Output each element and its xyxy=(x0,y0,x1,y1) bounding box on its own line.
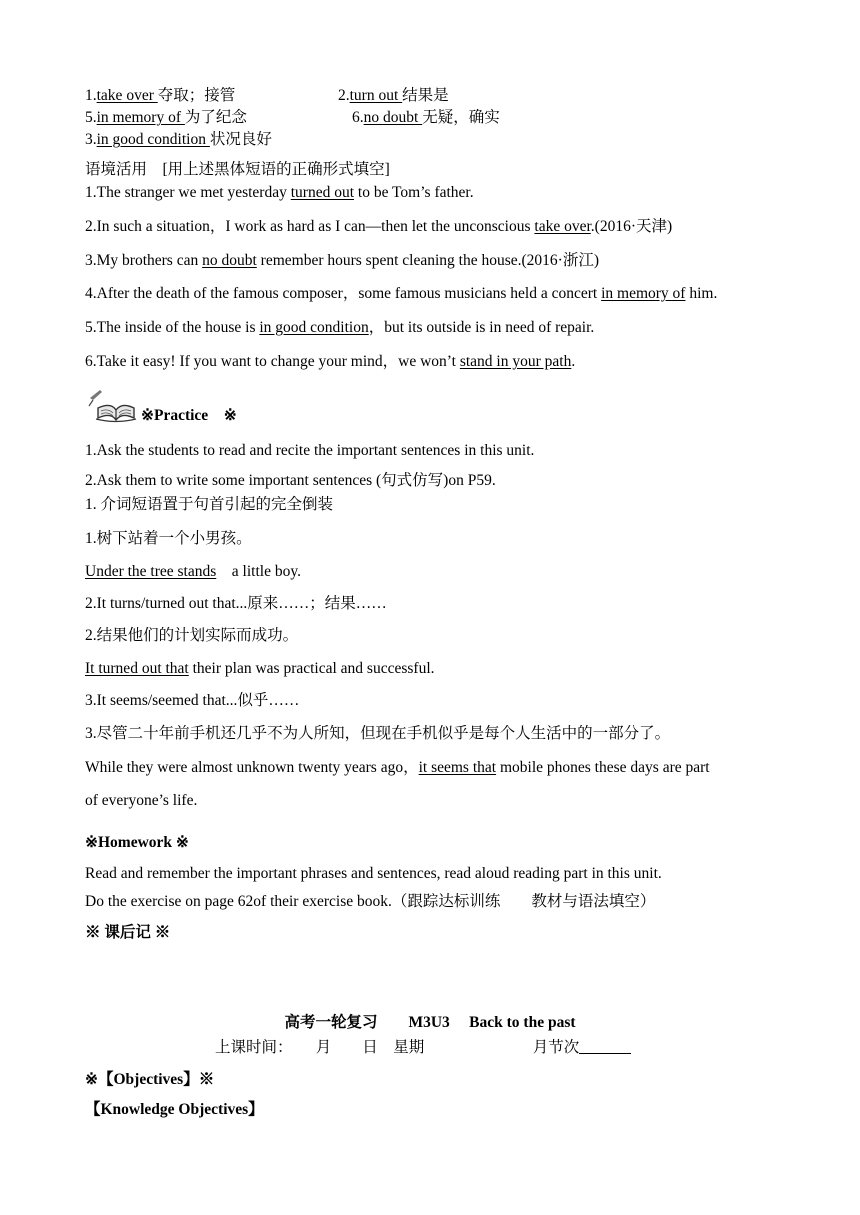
lesson-number-blank xyxy=(579,1038,631,1054)
phrase-5: 5.in memory of 为了纪念 xyxy=(85,109,247,126)
lesson-time-line: 上课时间： 月 日 星期 月节次 xyxy=(215,1038,631,1058)
exercise-4: 4.After the death of the famous composer，some famous musicians held a concert in memory of him. xyxy=(85,285,718,302)
book-quill-icon xyxy=(86,388,138,424)
practice-item-1: 1.Ask the students to read and recite the important sentences in this unit. xyxy=(85,442,535,459)
phrase-1: 1.take over 夺取；接管 xyxy=(85,87,236,104)
phrase-3: 3.in good condition 状况良好 xyxy=(85,131,272,148)
sentence-3-cn: 3.尽管二十年前手机还几乎不为人所知，但现在手机似乎是每个人生活中的一部分了。 xyxy=(85,725,671,742)
sentence-1-title: 1. 介词短语置于句首引起的完全倒装 xyxy=(85,496,334,513)
sentence-3-title: 3.It seems/seemed that...似乎…… xyxy=(85,692,300,709)
exercise-5: 5.The inside of the house is in good condition，but its outside is in need of repair. xyxy=(85,319,595,336)
context-heading: 语境活用 [用上述黑体短语的正确形式填空] xyxy=(85,161,390,178)
sentence-2-answer: It turned out that their plan was practical and successful. xyxy=(85,660,435,677)
objectives-heading: ※【Objectives】※ xyxy=(85,1071,215,1088)
sentence-3-answer-cont: of everyone’s life. xyxy=(85,792,198,809)
sentence-1-answer: Under the tree stands a little boy. xyxy=(85,563,301,580)
practice-item-2: 2.Ask them to write some important sentences (句式仿写)on P59. xyxy=(85,472,496,489)
exercise-6: 6.Take it easy! If you want to change your mind，we won’t stand in your path. xyxy=(85,353,576,370)
sentence-2-title: 2.It turns/turned out that...原来……；结果…… xyxy=(85,595,387,612)
exercise-2: 2.In such a situation，I work as hard as I can—then let the unconscious take over.(2016·天津) xyxy=(85,218,673,235)
notes-heading: ※ 课后记 ※ xyxy=(85,924,171,941)
exercise-3: 3.My brothers can no doubt remember hours spent cleaning the house.(2016·浙江) xyxy=(85,252,599,269)
sentence-1-cn: 1.树下站着一个小男孩。 xyxy=(85,530,252,547)
exercise-1: 1.The stranger we met yesterday turned out to be Tom’s father. xyxy=(85,184,474,201)
next-lesson-title: 高考一轮复习 M3U3 Back to the past xyxy=(284,1014,576,1031)
sentence-3-answer: While they were almost unknown twenty years ago，it seems that mobile phones these days are part xyxy=(85,759,710,776)
homework-heading: ※Homework ※ xyxy=(85,834,189,851)
phrase-2: 2.turn out 结果是 xyxy=(338,87,449,104)
practice-heading: ※Practice ※ xyxy=(141,407,237,424)
homework-line-2: Do the exercise on page 62of their exercise book.（跟踪达标训练 教材与语法填空） xyxy=(85,893,656,910)
homework-line-1: Read and remember the important phrases and sentences, read aloud reading part in this unit. xyxy=(85,865,662,882)
knowledge-objectives-heading: 【Knowledge Objectives】 xyxy=(85,1101,264,1118)
sentence-2-cn: 2.结果他们的计划实际而成功。 xyxy=(85,627,299,644)
phrase-6: 6.no doubt 无疑，确实 xyxy=(352,109,500,126)
